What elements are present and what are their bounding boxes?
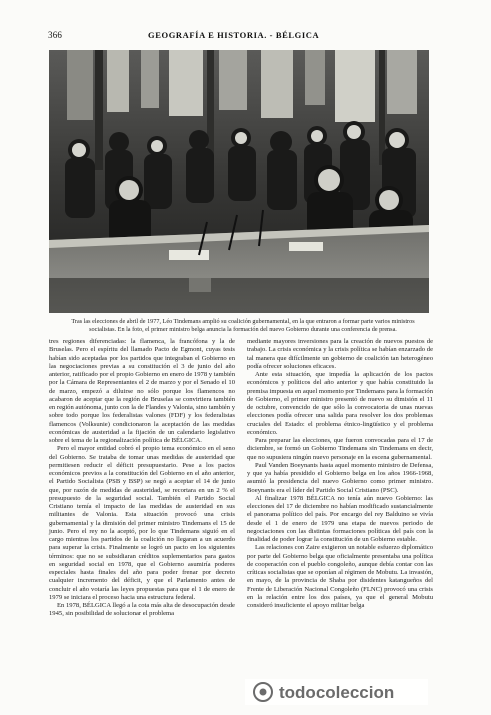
svg-text:todocoleccion: todocoleccion — [279, 683, 395, 702]
paragraph: En 1978, BÉLGICA llegó a la cota más alta de desocupación desde 1945, sin posibilidad de solucionar el problema — [49, 602, 235, 618]
paragraph: Ante esta situación, que impedía la aplicación de los pactos económicos y políticos del año anterior y que había constituido la premisa impuesta en aquel momento por Tindemans para la formación de Gobierno, el primer ministro presentó de nuevo su dimisión el 11 de octubre, convencido de que sólo la convocatoria de unas nuevas elecciones podía ofrecer una salida para resolver los dos problemas cruciales del Estado: el problema étnico-lingüístico y el problema económico. — [247, 371, 433, 436]
right-column — [247, 338, 433, 610]
paragraph: Paul Vanden Boeynants hasta aquel momento ministro de Defensa, y que ya había presidido el Gobierno belga en los años 1966-1968, asumió la presidencia del nuevo Gobierno como primer ministro. Boeynants era el líder del Partido Social Cristiano (PSC). — [247, 461, 433, 494]
page-number: 366 — [48, 30, 63, 40]
watermark-logo — [245, 679, 428, 705]
paragraph: Las relaciones con Zaire exigieron un notable esfuerzo diplomático por parte del Gobierno belga que oficialmente presentaba una política de cooperación con el pueblo congoleño, aunque debía contar con las críticas socialistas que se oponían al régimen de Mobutu. La invasión, en mayo, de la provincia de Shaba por disidentes katangueños del Frente de Liberación Nacional Congoleño (FLNC) provocó una crisis en la relación entre los dos países, ya que el general Mobutu consideró insuficiente el apoyo militar belga — [247, 544, 433, 609]
paragraph: Pero el mayor entidad cobró el propio tema económico en el seno del Gobierno. Se trataba de tomar unas medidas de austeridad que permitiesen reducir el déficit presupuestario. Pese a los pactos económicos previos a la constitución del Gobierno en el año anterior, el Partido Socialista (PSB y BSP) se negó a aceptar el 14 de junio que, por razón de medidas de austeridad, se recortara en un 2 % el presupuesto de la seguridad social. También el Partido Social Cristiano temía el impacto de las medidas de austeridad en sus militantes de Valonia. Esta situación provocó una crisis gubernamental y la dimisión del primer ministro Tindemans el 15 de junio. Pero el rey no la aceptó, por lo que Tindemans siguió en el cargo mientras los partidos de la coalición no llegaran a un acuerdo para superar la crisis. Finalmente se logró un pacto en los siguientes términos: que no se subsidiaran créditos suplementarios para gastos en seguridad social en 1978, que el Gobierno asumiría poderes especiales hasta finales del año para poder frenar por decreto cualquier incremento del déficit, y que el Parlamento antes de concluir el año votaría las leyes propuestas para que el 1 de enero de 1979 se iniciara el proceso hacia una estructura federal. — [49, 445, 235, 601]
paragraph: Al finalizar 1978 BÉLGICA no tenía aún nuevo Gobierno: las elecciones del 17 de diciembre no habían modificado sustancialmente el panorama político del país. Por encargo del rey Balduino se vivía desde el 1 de enero de 1979 una etapa de nuevos periodo de negociaciones con las distintas formaciones políticas del país con la finalidad de poder lograr la constitución de un Gobierno estable. — [247, 494, 433, 543]
press-conference-photo — [49, 50, 429, 313]
running-title: GEOGRAFÍA E HISTORIA. - BÉLGICA — [148, 30, 320, 40]
photo-caption: Tras las elecciones de abril de 1977, Léo Tindemans amplió su coalición gubernamental, en la que entraron a formar parte varios ministros socialistas. En la foto, el primer ministro belga anuncia la formación del nuevo Gobierno durante una conferencia de prensa. — [71, 318, 415, 333]
paragraph: Para preparar las elecciones, que fueron convocadas para el 17 de diciembre, se formó un Gobierno Tindemans sin Tindemans en decir, que no supusiera ningún nuevo personaje en la escena gubernamental. — [247, 437, 433, 461]
left-column — [49, 338, 235, 619]
article-body — [49, 338, 433, 700]
page-header — [48, 30, 429, 44]
paragraph: tres regiones diferenciadas: la flamenca, la francófona y la de Bruselas. Pero el espíritu del llamado Pacto de Egmont, cuyas tesis habían sido aceptadas por los partidos que integraban el Gobierno en las negociaciones previas a su constitución el 3 de junio del año anterior, ratificado por el propio Gobierno en enero de 1978 y también por la Cámara de Representantes el 2 de marzo y por el Senado el 10 de marzo, empezó a diluirse no sólo porque los flamencos no acabaron de aceptar que la región de Bruselas se convirtiera también en región autónoma, junto con la de Flandes y Valonia, sino también y sobre todo porque los federalistas valones (FDF) y los federalistas flamencos (Volksunie) condicionaron la aceptación de las medidas económicas de austeridad a la fijación de un calendario legislativo sobre el tema de la regionalización política de BÉLGICA. — [49, 338, 235, 444]
paragraph: mediante mayores inversiones para la creación de nuevos puestos de trabajo. La crisis económica y la crisis política se habían enzarzado de tal manera que difícilmente un gobierno de coalición tan heterogéneo podía ofrecer soluciones eficaces. — [247, 338, 433, 370]
